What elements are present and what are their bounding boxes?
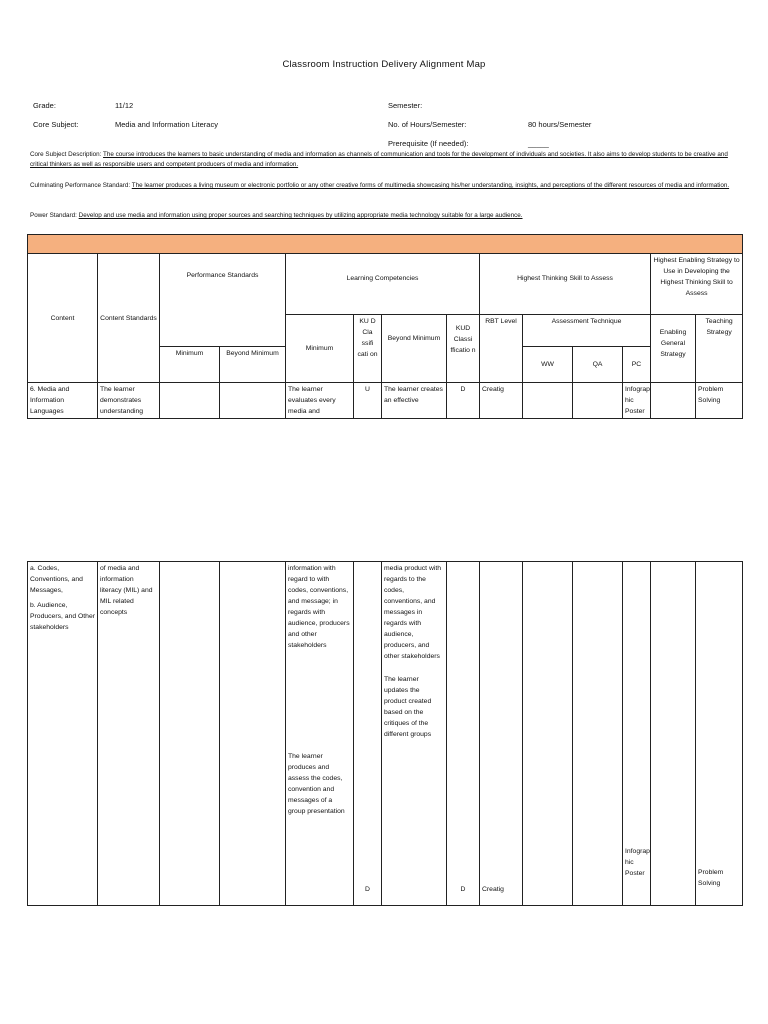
header-performance-standards: Performance Standards: [160, 254, 286, 347]
power-label: Power Standard:: [30, 212, 77, 219]
row2-perf-min: [160, 562, 220, 906]
core-desc-text: The course introduces the learners to basic understanding of media and information as channels of communication and tools for the development of individuals and societies. It also aims to develop students to be creative and critical thinkers as well as responsible users and competent producers of media and information.: [30, 151, 728, 168]
row2-pc: Infograp hic Poster: [623, 562, 651, 906]
culminating-label: Culminating Performance Standard:: [30, 182, 131, 189]
row2-content: [28, 562, 98, 906]
core-subject-label: Core Subject:: [33, 120, 79, 129]
row1-perf-min: [160, 383, 220, 419]
header-perf-beyond: Beyond Minimum: [220, 347, 286, 383]
row1-content: 6. Media and Information Languages: [28, 383, 98, 419]
document-title: Classroom Instruction Delivery Alignment Map: [282, 59, 486, 70]
core-desc-label: Core Subject Description:: [30, 151, 102, 158]
power-standard: [30, 211, 738, 221]
prereq-label: Prerequisite (If needed):: [388, 139, 469, 148]
row2-content-standards: of media and information literacy (MIL) and MIL related concepts: [98, 562, 160, 906]
table-row: [28, 562, 743, 906]
header-learning-competencies: Learning Competencies: [286, 254, 480, 315]
row2-content-b: b. Audience, Producers, and Other stakeholders: [30, 602, 95, 631]
row1-teaching: Problem Solving: [696, 383, 743, 419]
header-highest-thinking: Highest Thinking Skill to Assess: [480, 254, 651, 315]
header-perf-minimum: Minimum: [160, 347, 220, 383]
row2-ww: [523, 562, 573, 906]
table-row: [28, 383, 743, 419]
header-content: Content: [28, 254, 98, 383]
row2-lc-min: [286, 562, 354, 906]
header-lc-minimum: Minimum: [286, 315, 354, 383]
row2-kud1: D: [354, 562, 382, 906]
hours-value: 80 hours/Semester: [528, 120, 592, 129]
row2-teaching: Problem Solving: [696, 562, 743, 906]
header-enabling-general: Enabling General Strategy: [651, 315, 696, 383]
row2-lc-min-2: The learner produces and assess the codes, convention and messages of a group presentation: [288, 753, 345, 815]
row2-qa: [573, 562, 623, 906]
row1-enabling: [651, 383, 696, 419]
row2-content-a: a. Codes, Conventions, and Messages,: [30, 565, 83, 594]
header-qa: QA: [573, 347, 623, 383]
row1-kud2: D: [447, 383, 480, 419]
culminating-text: The learner produces a living museum or electronic portfolio or any other creative forms of multimedia showcasing his/her understanding, insights, and perceptions of the different resources of media and information.: [131, 182, 730, 189]
grade-value: 11/12: [115, 101, 134, 110]
row1-ww: [523, 383, 573, 419]
culminating-standard: [30, 181, 738, 191]
row1-lc-beyond: The learner creates an effective: [382, 383, 447, 419]
power-text: Develop and use media and information using proper sources and searching techniques by utilizing appropriate media technology suitable for a large audience.: [78, 212, 523, 219]
row2-enabling: [651, 562, 696, 906]
row2-kud2: D: [447, 562, 480, 906]
core-subject-description: [30, 150, 738, 170]
row1-perf-beyond: [220, 383, 286, 419]
row2-lc-min-1: information with regard to with codes, conventions, and message; in regards with audience, producers and other stakeholders: [288, 565, 350, 649]
semester-label: Semester:: [388, 101, 423, 110]
row2-lc-beyond-2: The learner updates the product created based on the critiques of the different groups: [384, 676, 432, 738]
row1-lc-min: The learner evaluates every media and: [286, 383, 354, 419]
row1-qa: [573, 383, 623, 419]
alignment-table-continued: [27, 561, 743, 906]
header-lc-beyond: Beyond Minimum: [382, 315, 447, 383]
header-kud-1: KU D Cla ssifi cati on: [354, 315, 382, 383]
header-content-standards: Content Standards: [98, 254, 160, 383]
header-pc: PC: [623, 347, 651, 383]
row2-lc-beyond: [382, 562, 447, 906]
hours-label: No. of Hours/Semester:: [388, 120, 467, 129]
row2-lc-beyond-1: media product with regards to the codes, conventions, and messages in regards with audience, producers, and other stakeholders: [384, 565, 442, 660]
prereq-value: _____: [528, 139, 549, 148]
row2-perf-beyond: [220, 562, 286, 906]
row1-content-standards: The learner demonstrates understanding: [98, 383, 160, 419]
header-assessment-technique: Assessment Technique: [523, 315, 651, 347]
header-highest-enabling: Highest Enabling Strategy to Use in Developing the Highest Thinking Skill to Assess: [651, 254, 743, 315]
header-kud-2: KUD Classi fficatio n: [447, 315, 480, 383]
alignment-table-top: [27, 234, 743, 419]
header-teaching-strategy: Teaching Strategy: [696, 315, 743, 383]
row2-rbt: Creatig: [480, 562, 523, 906]
header-rbt-level: RBT Level: [480, 315, 523, 383]
core-subject-value: Media and Information Literacy: [115, 120, 218, 129]
grade-label: Grade:: [33, 101, 56, 110]
row1-rbt: Creatig: [480, 383, 523, 419]
row1-kud1: U: [354, 383, 382, 419]
header-band: [28, 235, 743, 254]
header-ww: WW: [523, 347, 573, 383]
row1-pc: Infograp hic Poster: [623, 383, 651, 419]
